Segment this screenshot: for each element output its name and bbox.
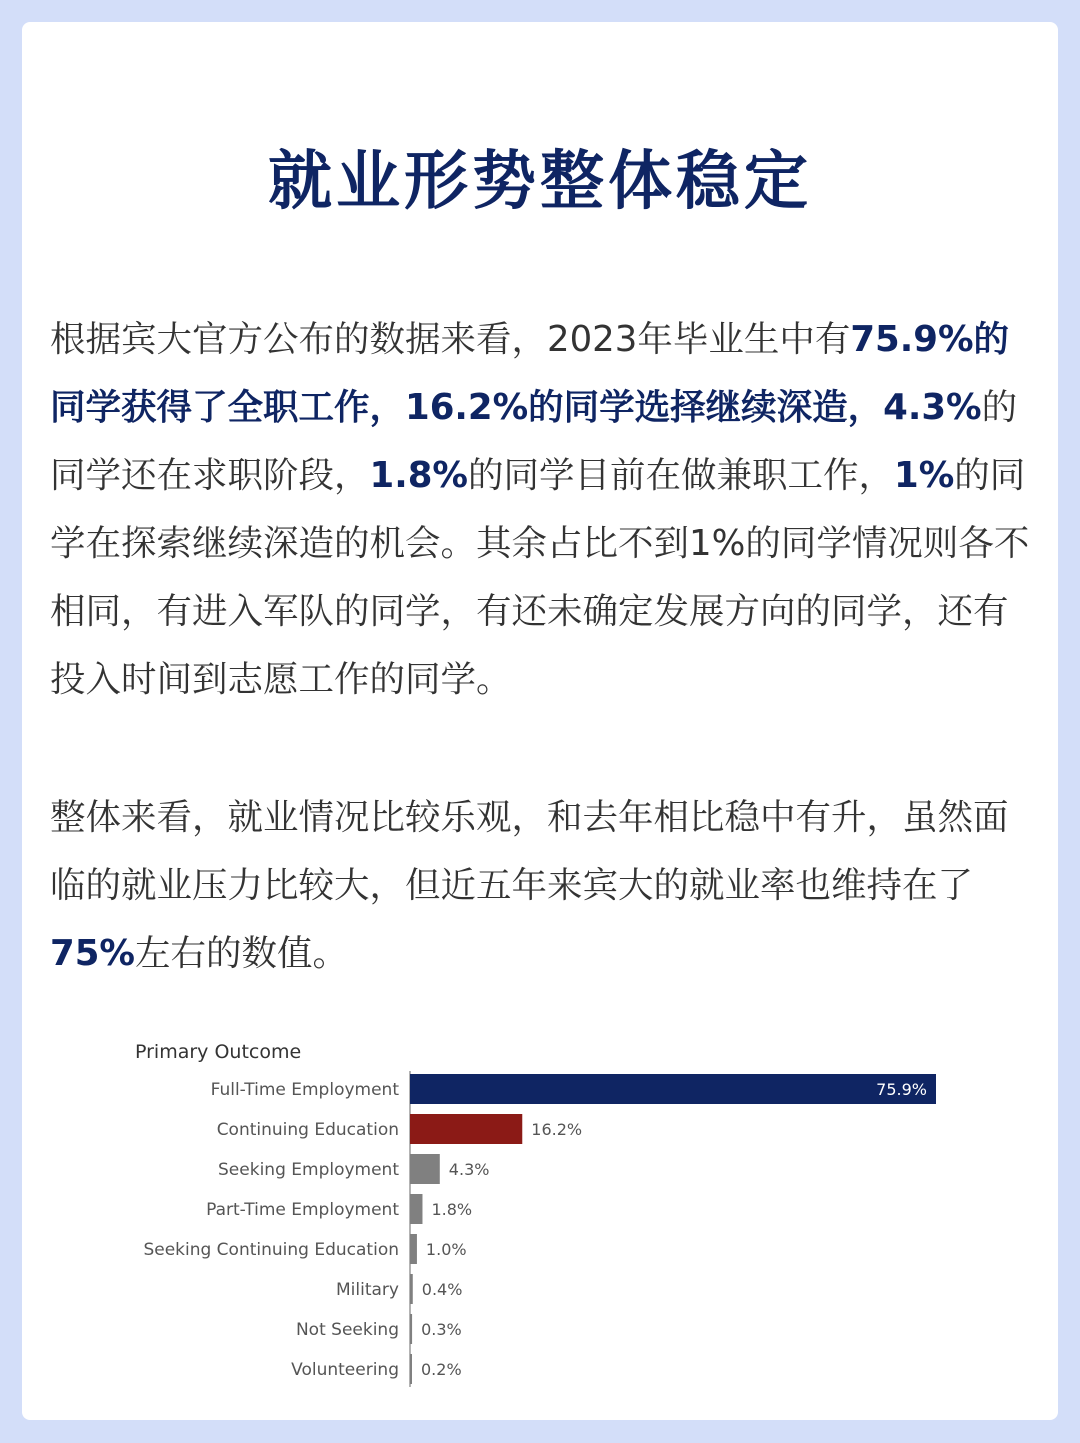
content-card (22, 22, 1058, 1420)
category-label: Seeking Continuing Education (143, 1240, 399, 1260)
value-label: 16.2% (531, 1120, 583, 1139)
value-label: 0.3% (421, 1320, 462, 1339)
bar (410, 1114, 522, 1144)
chart-title: Primary Outcome (135, 1041, 302, 1063)
primary-outcome-chart (22, 1007, 1058, 1407)
category-label: Military (336, 1280, 399, 1300)
highlight-text: 75.9%的同学获得了全职工作，16.2%的同学选择继续深造，4.3% (50, 319, 1010, 428)
value-label: 0.4% (421, 1280, 463, 1299)
highlight-text: 1% (894, 455, 955, 496)
highlight-text: 75% (50, 933, 135, 974)
category-label: Continuing Education (216, 1120, 399, 1140)
paragraph-text: 的同学目前在做兼职工作， (467, 455, 894, 496)
page-title: 就业形势整体稳定 (268, 145, 812, 219)
category-label: Full-Time Employment (210, 1080, 399, 1100)
highlight-text: 1.8% (369, 455, 468, 496)
bar (410, 1314, 412, 1344)
category-label: Not Seeking (295, 1320, 399, 1340)
value-label: 0.2% (421, 1360, 462, 1379)
bar (410, 1074, 936, 1104)
paragraph-text: 左右的数值。 (134, 933, 348, 974)
paragraph-text: 整体来看，就业情况比较乐观，和去年相比稳中有升，虽然面临的就业压力比较大，但近五年来宾大的就业率也维持在了 (50, 797, 1009, 906)
value-label: 1.0% (425, 1240, 467, 1259)
paragraph-employment-breakdown (50, 306, 1035, 714)
category-label: Part-Time Employment (206, 1200, 399, 1220)
paragraph-text: 根据宾大官方公布的数据来看，2023年毕业生中有 (50, 319, 851, 360)
bar (410, 1194, 422, 1224)
paragraph-text: 的同学还在求职阶段， (50, 387, 1018, 496)
bar (410, 1154, 440, 1184)
paragraph-text: 的同学在探索继续深造的机会。其余占比不到1%的同学情况则各不相同，有进入军队的同学，有还未确定发展方向的同学，还有投入时间到志愿工作的同学。 (50, 455, 1030, 700)
bar (410, 1234, 417, 1264)
chart-svg (22, 1007, 1058, 1407)
category-label: Volunteering (291, 1360, 399, 1380)
value-label: 1.8% (431, 1200, 473, 1219)
bar (410, 1274, 413, 1304)
value-label: 75.9% (876, 1080, 927, 1099)
paragraph-overall-summary (50, 784, 1035, 988)
value-label: 4.3% (448, 1160, 490, 1179)
bar (410, 1354, 412, 1384)
category-label: Seeking Employment (218, 1160, 399, 1180)
